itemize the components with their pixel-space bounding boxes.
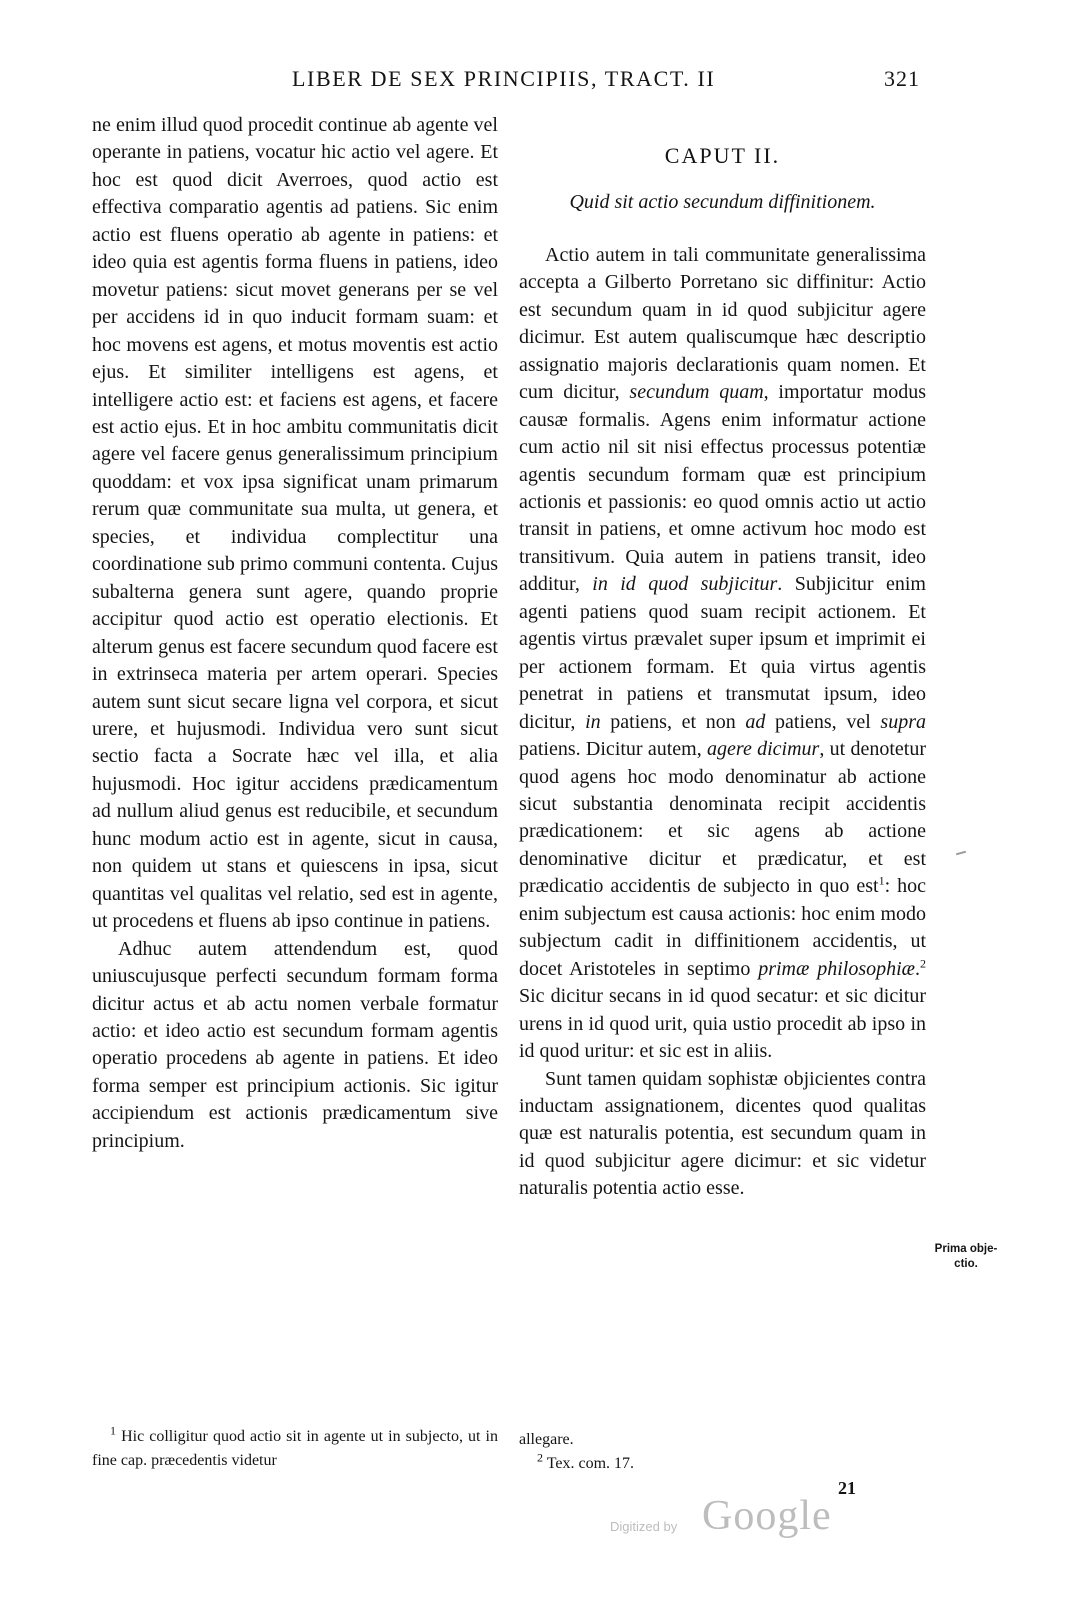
footnote-2-text: Tex. com. 17. [546,1455,635,1472]
left-paragraph-2: Adhuc autem attendendum est, quod uniuscujusque perfecti secundum formam forma dicitur actus et ab actu nomen verbale formatur actio: et ideo actio est secundum formam agentis operatio procedens ab agente in patiens. Et ideo forma semper est principium actionis. Sic igitur accipiendum est actionis prædicamentum sive principium. [92,937,498,1152]
margin-note [922,1242,1010,1272]
italic-phrase: agere dicimur [707,738,820,761]
left-column [92,112,498,1155]
footnote-ref-2: 2 [920,956,927,971]
text-run: , ut denotetur quod agens hoc modo denominatur ab actione sicut substantia denominata recipit accidentis prædicationem: et sic agens ab actione denominative dicitur et prædicatur, et est prædicatio accidentis de subjecto in quo est [519,738,927,898]
text-run: , importatur modus causæ formalis. Agens enim informatur actione cum actio nil sit nisi effectus processus potentiæ agentis secundum formam quæ est principium actionis et passionis: eo quod omnis actio ut actio transit in patiens, et omne activum hoc modo est transitivum. Quia autem in patiens transit, ideo additur, [519,381,926,596]
italic-phrase: in [585,710,601,733]
digitized-watermark [606,1492,836,1548]
footnote-mark-1: 1 [110,1423,116,1438]
margin-note-line-2: ctio. [954,1258,978,1270]
google-logo-text: Google [702,1493,832,1539]
italic-phrase: primæ philosophiæ [758,957,916,980]
left-paragraph-1: ne enim illud quod procedit continue ab agente vel operante in patiens, vocatur hic actio vel agere. Et hoc est quod dicit Averroes, quod actio est effectiva comparatio agentis ad patiens. Sic enim actio est fluens operatio ab agente in patiens: et ideo quia est agentis forma fluens in patiens, ideo movetur patiens: sicut movet generans per se vel per accidens id in quo inducit formam suam: et hoc movens est agens, et motus moventis est actio ejus. Et similiter intelligens est agens, et intelligere actio est: et faciens est agens, et facere est actio ejus. Et in hoc ambitu communitatis dicit agere vel facere genus generalissimum principium quoddam: et vox ipsa significat unam primarum rerum quæ communitate sua multa, ut genera, et species, et individua complectitur una coordinatione sub primo communi contenta. Cujus subalterna genera sunt agere, quando proprie accipitur quod actio est operatio electionis. Et alterum genus est facere secundum quod facere est in extrinseca materia per artem operari. Species autem sunt sicut secare ligna vel corpora, et sicut urere, et hujusmodi. Individua vero sunt sicut sectio facta a Socrate hæc vel illa, et alia hujusmodi. Hoc igitur accidens prædicamentum ad nullum aliud genus est reducibile, et secundum hunc modum actio est in agente, sicut in causa, non quidem ut stans et quiescens in ipsa, sicut quantitas vel qualitas vel relatio, sed est in agente, ut procedens et fluens ab ipso continue in patiens. [92,114,498,933]
text-run: patiens, vel [765,710,881,733]
text-run: : hoc enim subjectum est causa actionis: hoc enim modo subjectum cadit in diffinitionem accidentis, ut docet Aristoteles in septimo [519,875,927,980]
footnote-left [92,1425,498,1473]
chapter-heading: CAPUT II. [664,143,781,168]
right-paragraph-1 [519,242,926,1066]
footnote-right [519,1428,926,1476]
footnote-1-continuation: allegare. [519,1431,574,1448]
text-run: patiens, et non [600,710,746,733]
footnote-1-text: Hic colligitur quod actio sit in agente ut in subjecto, ut in fine cap. præcedentis videtur [92,1428,499,1469]
stray-mark [956,851,966,856]
footnote-mark-2: 2 [537,1450,543,1465]
signature-mark: 21 [838,1478,856,1498]
page-number: 321 [884,66,920,91]
italic-phrase: supra [880,710,926,733]
text-run: . [915,957,921,980]
text-run: Sic dicitur secans in id quod secatur: et sic dicitur urens in id quod urit, quia ustio procedit ab ipso in id quod uritur: et sic est in aliis. [519,985,926,1063]
margin-note-line-1: Prima obje- [934,1243,998,1255]
italic-phrase: ad [745,710,766,733]
text-run: . Subjicitur enim agenti patiens quod suam recipit actionem. Et agentis virtus prævalet super ipsum et imprimit ei per actionem formam. Et quia virtus agentis penetrat in patiens et transmutat ipsum, ideo dicitur, [519,573,926,733]
right-paragraph-2: Sunt tamen quidam sophistæ objicientes contra inductam assignationem, dicentes quod qualitas quæ est naturalis potentia, est secundum quam in id quod subjicitur agere dicimur: et sic videtur naturalis potentia actio esse. [519,1067,926,1200]
watermark-small-text: Digitized by [610,1519,678,1534]
text-run: Actio autem in tali communitate generalissima accepta a Gilberto Porretano sic diffinitur: Actio est secundum quam in id quod subjicitur agere dicimur. Est autem qualiscumque hæc descriptio assignatio majoris declarationis quam nomen. Et cum dicitur, [519,243,926,404]
text-run: patiens. Dicitur autem, [519,738,708,761]
italic-phrase: secundum quam [629,381,764,404]
chapter-subtitle: Quid sit actio secundum diffinitionem. [569,191,876,214]
running-head-title: LIBER DE SEX PRINCIPIIS, TRACT. II [292,66,716,91]
right-column [519,112,926,1203]
footnote-ref-1: 1 [878,873,885,888]
running-head [0,66,1068,96]
italic-phrase: in id quod subjicitur [592,573,778,596]
